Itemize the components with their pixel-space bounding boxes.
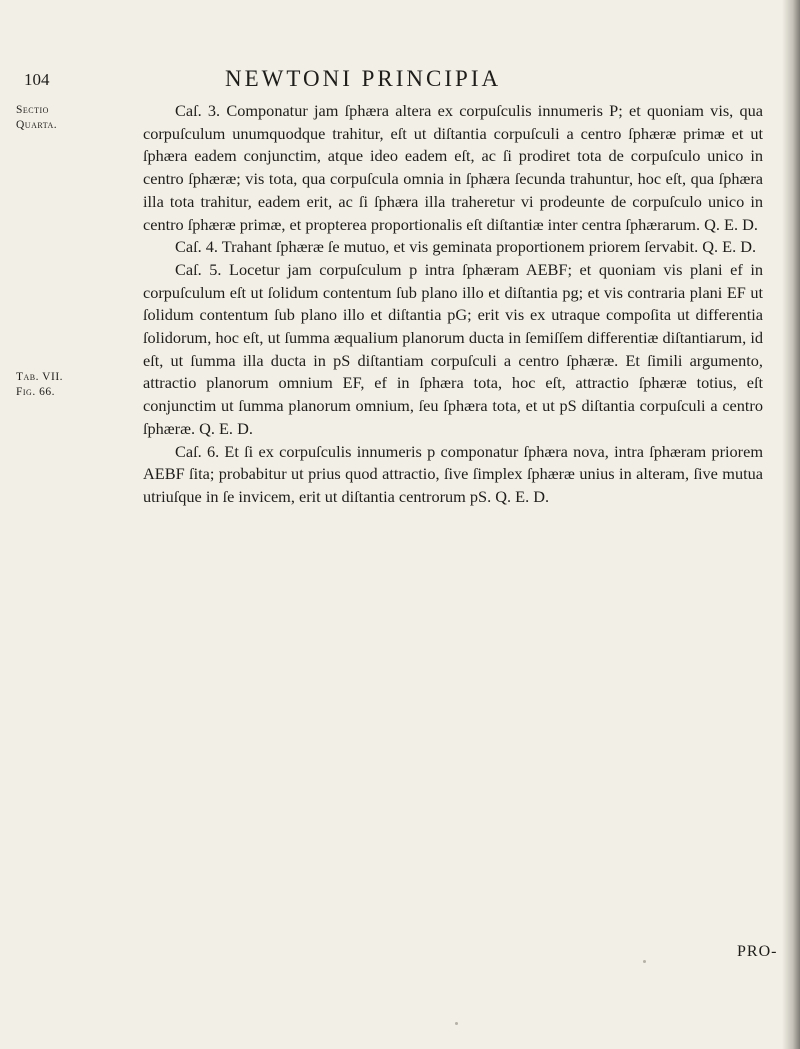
paper-fleck — [455, 1022, 458, 1025]
catchword: PRO- — [737, 943, 778, 960]
margin-note-line: Quarta. — [16, 119, 58, 131]
margin-note-section — [16, 103, 57, 133]
paragraph-case-6: Caſ. 6. Et ſi ex corpuſculis innumeris p componatur ſphæra nova, intra ſphæram priorem AEBF ſita; probabitur ut prius quod attractio, ſive ſimplex ſphæræ unius in alteram, ſive mutua utriuſque in ſe invicem, erit ut diſtantia centrorum pS. Q. E. D. — [143, 441, 763, 506]
page-edge-shadow — [782, 0, 800, 1049]
margin-note-line: Tab. VII. — [16, 371, 64, 383]
margin-note-figure — [16, 370, 63, 400]
paragraph-case-3: Caſ. 3. Componatur jam ſphæra altera ex corpuſculis innumeris P; et quoniam vis, qua corpuſculum unumquodque trahitur, eſt ut diſtantia corpuſculi a centro ſphæræ primæ et ut ſphæra eadem conjunctim, atque ideo eadem eſt, ac ſi prodiret tota de corpuſculo unico in centro ſphæræ; vis tota, qua corpuſcula omnia in ſphæra ſecunda trahuntur, hoc eſt, qua ſphæra illa tota trahitur, eadem erit, ac ſi ſphæra illa traheretur vi prodeunte de corpuſculo unico in centro ſphæræ primæ, et propterea proportionalis eſt diſtantiæ inter centra ſphærarum. Q. E. D. — [143, 101, 763, 234]
running-head: NEWTONI PRINCIPIA — [225, 66, 502, 91]
paper-fleck — [643, 960, 646, 963]
paragraph-case-4: Caſ. 4. Trahant ſphæræ ſe mutuo, et vis geminata proportionem priorem ſervabit. Q. E. D. — [175, 237, 757, 257]
margin-note-line: Fig. 66. — [16, 386, 55, 398]
paragraph-case-5: Caſ. 5. Locetur jam corpuſculum p intra ſphæram AEBF; et quoniam vis plani ef in corpuſculum eſt ut ſolidum contentum ſub plano illo et diſtantia pg; et vis contraria plani EF ut ſolidum contentum ſub plano illo et diſtantia pG; erit vis ex utraque compoſita ut differentia ſolidorum, hoc eſt, ut ſumma æqualium planorum ducta in ſemiſſem differentiæ diſtantiarum, id eſt, ut ſumma illa ducta in pS diſtantiam corpuſculi a centro ſphæræ. Et ſimili argumento, attractio planorum omnium EF, ef in ſphæra tota, hoc eſt, attractio ſphæræ totius, eſt conjunctim ut ſumma planorum omnium, ſeu ſphæra tota, et ut pS diſtantia corpuſculi a centro ſphæræ. Q. E. D. — [143, 259, 763, 438]
body-text — [143, 100, 763, 509]
page-number: 104 — [24, 70, 50, 89]
margin-note-line: Sectio — [16, 104, 49, 116]
